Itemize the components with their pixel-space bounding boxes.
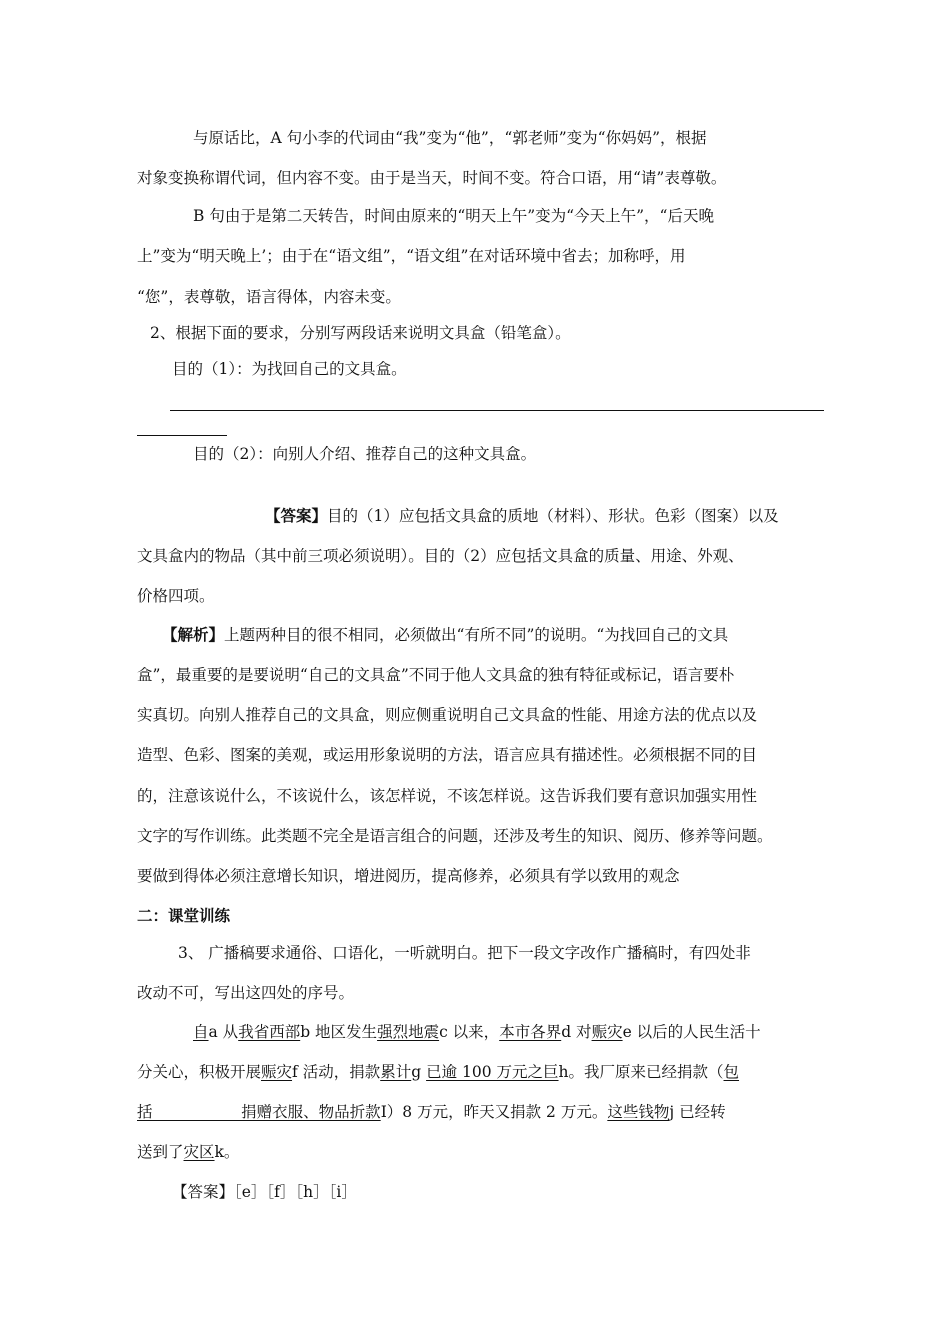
q2-analysis-line3: 实真切。向别人推荐自己的文具盒，则应侧重说明自己文具盒的性能、用途方法的优点以及 (137, 706, 758, 724)
text-segment: h。我厂原来已经捐款（ (558, 1063, 724, 1081)
q2-analysis-line4: 造型、色彩、图案的美观，或运用形象说明的方法，语言应具有描述性。必须根据不同的目 (137, 746, 758, 764)
answer-tag: 【答案】 (265, 507, 328, 525)
answer-blank-line (170, 410, 824, 411)
q2-answer-line2: 文具盒内的物品（其中前三项必须说明）。目的（2）应包括文具盒的质量、用途、外观、 (137, 547, 744, 565)
underlined-segment: 本市各界 (499, 1023, 562, 1041)
intro-p1-line2: 对象变换称谓代词，但内容不变。由于是当天，时间不变。符合口语，用“请”表尊敬。 (137, 169, 727, 187)
text-segment: I）8 万元，昨天又捐款 2 万元。 (380, 1103, 608, 1121)
q2-answer-line3: 价格四项。 (137, 587, 215, 605)
text-segment: e 以后的人民生活十 (622, 1023, 761, 1041)
underlined-segment: 赈灾 (591, 1023, 623, 1041)
underlined-segment: 我省西部 (238, 1023, 301, 1041)
q3-answer: 【答案】［e］［f］［h］［i］ (172, 1183, 357, 1201)
q2-analysis-line7: 要做到得体必须注意增长知识，增进阅历，提高修养，必须具有学以致用的观念 (137, 867, 680, 885)
text-segment: b 地区发生 (300, 1023, 378, 1041)
q2-answer-line1 (265, 506, 779, 526)
underlined-segment: 这些钱物 (607, 1103, 670, 1121)
answer-text: 目的（1）应包括文具盒的质地（材料）、形状。色彩（图案）以及 (327, 507, 779, 525)
q3-passage-line2 (137, 1062, 739, 1082)
q3-passage-line3 (137, 1102, 726, 1122)
text-segment: a 从 (208, 1023, 239, 1041)
text-segment: k。 (214, 1143, 240, 1161)
q3-passage-line4 (137, 1142, 239, 1162)
text-segment: f 活动，捐款 (292, 1063, 381, 1081)
q2-title: 2、根据下面的要求，分别写两段话来说明文具盒（铅笔盒）。 (150, 324, 571, 342)
text-segment: 送到了 (137, 1143, 184, 1161)
analysis-tag: 【解析】 (162, 626, 225, 644)
text-segment: j 已经转 (669, 1103, 726, 1121)
q3-title-line1: 3、 广播稿要求通俗、口语化，一听就明白。把下一段文字改作广播稿时，有四处非 (178, 944, 751, 962)
q2-goal1: 目的（1）：为找回自己的文具盒。 (172, 360, 407, 378)
q2-analysis-line5: 的，注意该说什么，不该说什么，该怎样说，不该怎样说。这告诉我们要有意识加强实用性 (137, 787, 758, 805)
underlined-segment: 已逾 100 万元之巨 (426, 1063, 559, 1081)
underlined-segment: 累计 (380, 1063, 412, 1081)
q2-analysis-line1 (162, 625, 728, 645)
underlined-segment: 灾区 (183, 1143, 215, 1161)
q2-analysis-line2: 盒”，最重要的是要说明“自己的文具盒”不同于他人文具盒的独有特征或标记，语言要朴 (137, 666, 735, 684)
text-segment: d 对 (561, 1023, 592, 1041)
intro-p2-line3: “您”，表尊敬，语言得体，内容未变。 (137, 288, 401, 306)
intro-p2-line1: B 句由于是第二天转告，时间由原来的“明天上午”变为“今天上午”，“后天晚 (193, 207, 714, 225)
underlined-segment: 赈灾 (261, 1063, 293, 1081)
q3-passage-line1 (193, 1022, 761, 1042)
intro-p1-line1: 与原话比，A 句小李的代词由“我”变为“他”，“郭老师”变为“你妈妈”，根据 (193, 129, 707, 147)
intro-p2-line2: 上”变为“明天晚上’；由于在“语文组”，“语文组”在对话环境中省去；加称呼，用 (137, 247, 686, 265)
text-segment: c 以来， (439, 1023, 500, 1041)
underlined-segment: 强烈地震 (377, 1023, 440, 1041)
q3-title-line2: 改动不可，写出这四处的序号。 (137, 984, 355, 1002)
section-title: 二：课堂训练 (137, 907, 231, 925)
q2-goal2: 目的（2）：向别人介绍、推荐自己的这种文具盒。 (193, 445, 537, 463)
analysis-text: 上题两种目的很不相同，必须做出“有所不同”的说明。“为找回自己的文具 (224, 626, 729, 644)
answer-blank-line-end (137, 435, 227, 436)
q2-analysis-line6: 文字的写作训练。此类题不完全是语言组合的问题，还涉及考生的知识、阅历、修养等问题。 (137, 827, 773, 845)
underlined-segment: 括 捐赠衣服、物品折款 (137, 1103, 381, 1121)
underlined-segment: 包 (723, 1063, 740, 1081)
text-segment: g (411, 1063, 427, 1081)
underlined-segment: 自 (193, 1023, 209, 1041)
text-segment: 分关心，积极开展 (137, 1063, 262, 1081)
